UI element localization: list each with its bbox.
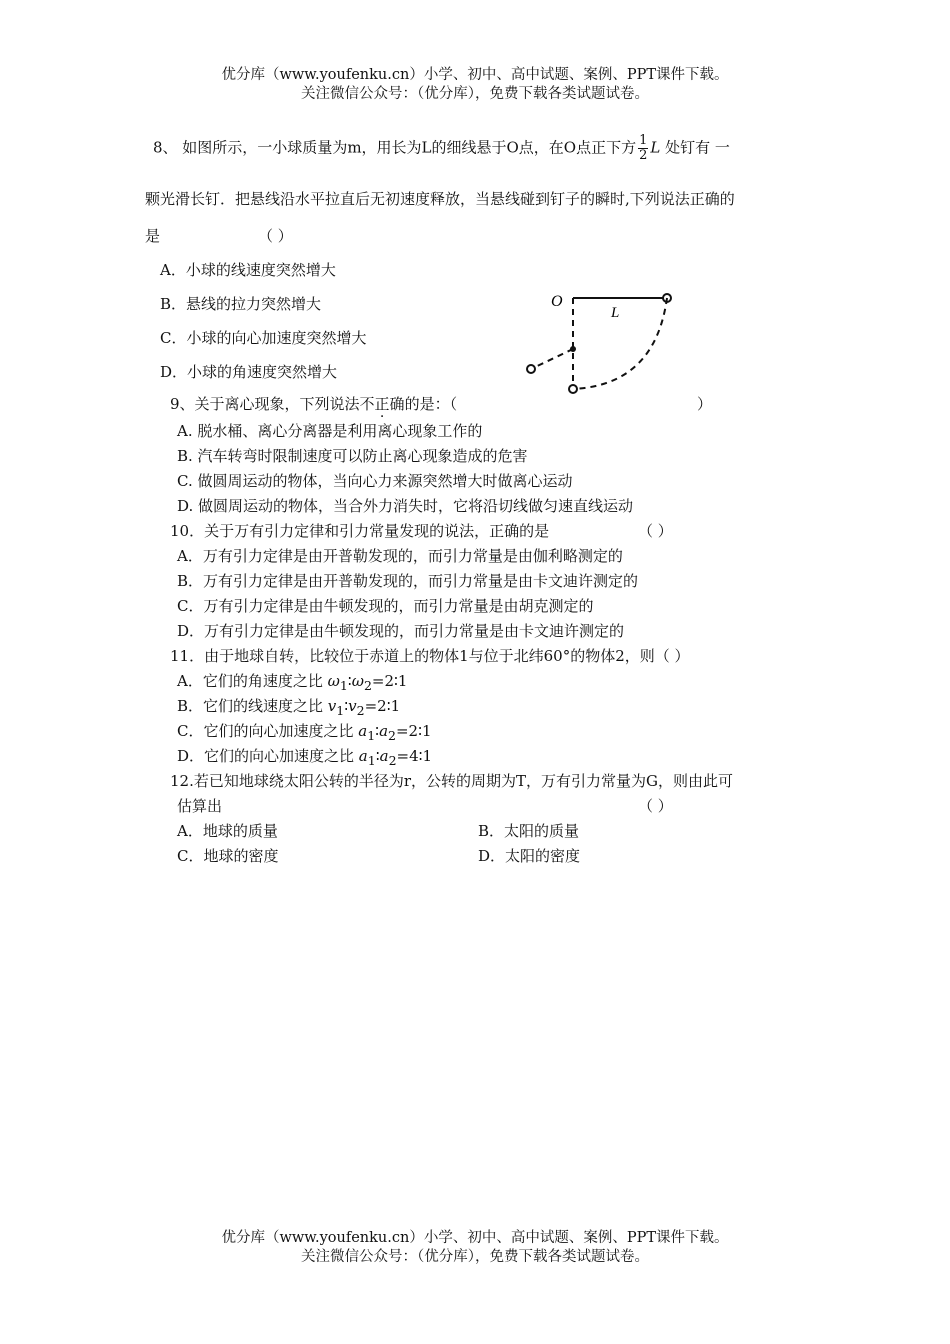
q8-stem-line-3: [145, 226, 293, 246]
q11-a-var1: ω: [327, 672, 340, 690]
footer-line-1: 优分库（www.youfenku.cn）小学、初中、高中试题、案例、PPT课件下载。: [221, 1230, 729, 1246]
footer-line-2: 关注微信公众号：（优分库），免费下载各类试题试卷。: [301, 1249, 649, 1265]
q12-answer-paren: （ ）: [638, 797, 673, 815]
header-line-1: 优分库（www.youfenku.cn）小学、初中、高中试题、案例、PPT课件下载。: [221, 67, 729, 83]
q11-c-ratio: =2∶1: [395, 722, 432, 740]
q10-answer-paren: （ ）: [638, 522, 673, 540]
q9-stem-a: 9、关于离心现象，下列说法: [170, 395, 360, 413]
q9-option-b: B. 汽车转弯时限制速度可以防止离心现象造成的危害: [177, 447, 528, 465]
q8-stem-b: 处钉有 一: [665, 138, 730, 157]
q12-stem-line-1: 12.若已知地球绕太阳公转的半径为r，公转的周期为T，万有引力常量为G，则由此可: [170, 772, 734, 790]
q12-option-d: D．太阳的密度: [478, 847, 581, 865]
q11-option-a: [177, 671, 407, 696]
q9-stem-b: 的是：（: [404, 395, 458, 413]
q12-option-a: A．地球的质量: [177, 822, 278, 840]
q8-option-c: C．小球的向心加速度突然增大: [160, 329, 367, 347]
q11-c-colon: ∶: [375, 722, 380, 740]
q11-b-var1: v: [327, 697, 337, 715]
q11-c-sub1: 1: [367, 728, 376, 743]
diagram-label-o: O: [551, 293, 563, 310]
q8-option-b: B．悬线的拉力突然增大: [160, 295, 322, 313]
q8-stem-line-1: [153, 134, 730, 163]
q8-stem-line-2: 颗光滑长钉．把悬线沿水平拉直后无初速度释放，当悬线碰到钉子的瞬时,下列说法正确的: [145, 190, 735, 208]
q10-option-b: B．万有引力定律是由开普勒发现的，而引力常量是由卡文迪许测定的: [177, 572, 639, 590]
header-line-2: 关注微信公众号：（优分库），免费下载各类试题试卷。: [301, 86, 649, 102]
q11-d-sub1: 1: [367, 753, 376, 768]
q9-option-c: C. 做圆周运动的物体，当向心力来源突然增大时做离心运动: [177, 472, 573, 490]
q12-option-c: C．地球的密度: [177, 847, 279, 865]
pendulum-diagram: [515, 285, 685, 405]
q11-a-var2: ω: [351, 672, 364, 690]
q10-option-d: D．万有引力定律是由牛顿发现的，而引力常量是由卡文迪许测定的: [177, 622, 625, 640]
q11-d-var2: a: [379, 747, 389, 765]
q8-stem-a: 8、 如图所示，一小球质量为m，用长为L的细线悬于O点，在O点正下方: [153, 138, 637, 157]
q8-stem-line-3-text: 是: [145, 227, 161, 245]
q11-d-colon: ∶: [375, 747, 380, 765]
q9-emphasis: 不正确: [359, 395, 405, 413]
q11-option-c-text: C．它们的向心加速度之比: [177, 722, 359, 740]
q12-option-b: B．太阳的质量: [478, 822, 580, 840]
diagram-label-l: L: [611, 305, 620, 321]
q11-option-a-text: A．它们的角速度之比: [177, 672, 328, 690]
q11-option-c: [177, 721, 432, 746]
q9-stem: [170, 394, 457, 414]
q11-option-b: [177, 696, 400, 721]
q10-option-c: C．万有引力定律是由牛顿发现的，而引力常量是由胡克测定的: [177, 597, 594, 615]
q11-b-ratio: =2∶1: [364, 697, 401, 715]
q11-d-ratio: =4∶1: [396, 747, 433, 765]
q11-a-sub1: 1: [339, 678, 348, 693]
q8-frac-denominator: 2: [639, 148, 648, 163]
q11-c-var2: a: [379, 722, 389, 740]
q10-option-a: A．万有引力定律是由开普勒发现的，而引力常量是由伽利略测定的: [177, 547, 623, 565]
q9-option-d: D. 做圆周运动的物体，当合外力消失时，它将沿切线做匀速直线运动: [177, 497, 634, 515]
ball-side: [527, 365, 535, 373]
q9-option-a: A. 脱水桶、离心分离器是利用离心现象工作的: [177, 422, 483, 440]
short-string: [531, 349, 573, 369]
q8-frac-var: L: [650, 138, 661, 157]
q8-answer-paren: （ ）: [258, 227, 293, 245]
q11-d-var1: a: [358, 747, 368, 765]
q11-a-colon: ∶: [347, 672, 352, 690]
q11-b-var2: v: [348, 697, 357, 715]
q8-fraction: [638, 134, 648, 163]
q8-frac-numerator: 1: [639, 133, 648, 148]
swing-arc: [573, 298, 667, 389]
q10-stem: 10．关于万有引力定律和引力常量发现的说法，正确的是: [170, 522, 550, 540]
q11-c-var1: a: [358, 722, 368, 740]
q11-option-d: [177, 746, 432, 771]
q11-b-sub1: 1: [336, 703, 345, 718]
q11-option-d-text: D．它们的向心加速度之比: [177, 747, 359, 765]
q11-c-sub2: 2: [388, 728, 396, 743]
q8-option-a: A．小球的线速度突然增大: [160, 261, 336, 279]
q11-d-sub2: 2: [388, 753, 397, 768]
q11-a-sub2: 2: [363, 678, 372, 693]
q11-stem: 11．由于地球自转，比较位于赤道上的物体1与位于北纬60°的物体2，则（ ）: [170, 647, 690, 665]
ball-bottom: [569, 385, 577, 393]
q11-b-sub2: 2: [356, 703, 365, 718]
q11-b-colon: ∶: [344, 697, 349, 715]
q9-paren-close: ）: [697, 395, 713, 413]
q11-option-b-text: B．它们的线速度之比: [177, 697, 328, 715]
q12-stem-line-2: 估算出: [177, 797, 223, 815]
q11-a-ratio: =2∶1: [371, 672, 408, 690]
q8-option-d: D．小球的角速度突然增大: [160, 363, 338, 381]
